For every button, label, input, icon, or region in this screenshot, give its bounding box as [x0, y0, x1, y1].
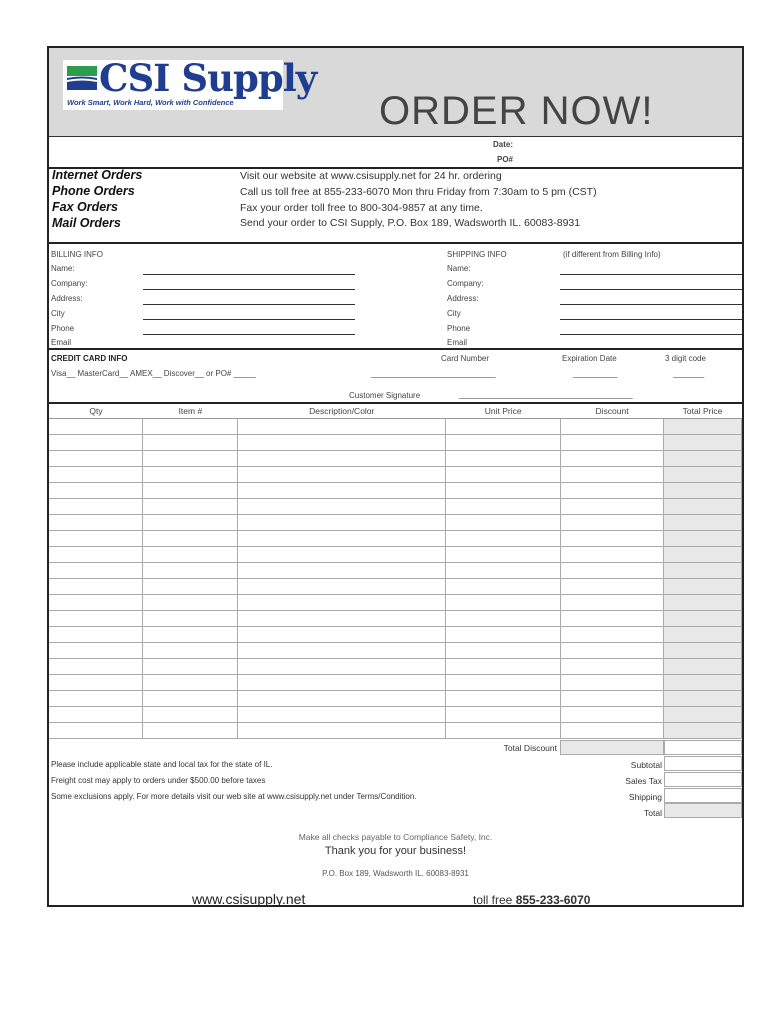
item-cell[interactable] [143, 611, 238, 627]
freight-note: Freight cost may apply to orders under $500.00 before taxes [51, 776, 266, 785]
shipping-phone-label: Phone [447, 324, 471, 333]
unit-price-cell[interactable] [446, 627, 561, 643]
table-row [49, 707, 742, 723]
qty-cell[interactable] [49, 435, 143, 451]
description-cell[interactable] [238, 483, 446, 499]
shipping-label: Shipping [628, 792, 662, 802]
total-price-cell[interactable] [664, 467, 742, 483]
description-cell[interactable] [238, 723, 446, 739]
total-price-cell[interactable] [664, 675, 742, 691]
qty-cell[interactable] [49, 531, 143, 547]
description-cell[interactable] [238, 579, 446, 595]
unit-price-cell[interactable] [446, 723, 561, 739]
unit-price-cell[interactable] [446, 675, 561, 691]
table-row [49, 595, 742, 611]
order-method-text: Visit our website at www.csisupply.net for 24 hr. ordering [240, 170, 502, 182]
description-cell[interactable] [238, 531, 446, 547]
unit-price-cell[interactable] [446, 595, 561, 611]
unit-price-cell[interactable] [446, 579, 561, 595]
total-price-cell[interactable] [664, 451, 742, 467]
exclusions-note: Some exclusions apply. For more details visit our web site at www.csisupply.net under Terms/Condition. [51, 792, 417, 801]
qty-cell[interactable] [49, 467, 143, 483]
description-cell[interactable] [238, 515, 446, 531]
discount-cell[interactable] [561, 499, 664, 515]
qty-cell[interactable] [49, 451, 143, 467]
unit-price-cell[interactable] [446, 531, 561, 547]
discount-cell[interactable] [561, 435, 664, 451]
discount-cell[interactable] [561, 515, 664, 531]
qty-cell[interactable] [49, 691, 143, 707]
discount-cell[interactable] [561, 483, 664, 499]
billing-company-field[interactable] [143, 289, 355, 290]
column-header-total-price: Total Price [664, 404, 742, 419]
order-method-text: Call us toll free at 855-233-6070 Mon thru Friday from 7:30am to 5 pm (CST) [240, 186, 597, 198]
description-cell[interactable] [238, 563, 446, 579]
shipping-address-field[interactable] [560, 304, 742, 305]
total-price-cell[interactable] [664, 627, 742, 643]
total-price-cell[interactable] [664, 595, 742, 611]
item-cell[interactable] [143, 483, 238, 499]
total-price-cell[interactable] [664, 499, 742, 515]
table-row [49, 499, 742, 515]
qty-cell[interactable] [49, 579, 143, 595]
table-row [49, 579, 742, 595]
item-cell[interactable] [143, 643, 238, 659]
item-cell[interactable] [143, 579, 238, 595]
item-cell[interactable] [143, 627, 238, 643]
qty-cell[interactable] [49, 547, 143, 563]
table-row [49, 723, 742, 739]
discount-cell[interactable] [561, 691, 664, 707]
discount-cell[interactable] [561, 643, 664, 659]
logo-tagline: Work Smart, Work Hard, Work with Confidence [67, 98, 234, 107]
expiration-label: Expiration Date [562, 354, 617, 363]
discount-cell[interactable] [561, 627, 664, 643]
description-cell[interactable] [238, 467, 446, 483]
column-header-qty: Qty [49, 404, 143, 419]
description-cell[interactable] [238, 499, 446, 515]
column-header-description: Description/Color [238, 404, 446, 419]
date-label: Date: [493, 140, 514, 149]
order-method-label: Phone Orders [52, 184, 135, 198]
description-cell[interactable] [238, 419, 446, 435]
discount-cell[interactable] [561, 451, 664, 467]
total-label: Total [644, 808, 662, 818]
shipping-company-field[interactable] [560, 289, 742, 290]
csi-supply-logo [63, 56, 317, 110]
total-price-cell[interactable] [664, 643, 742, 659]
description-cell[interactable] [238, 643, 446, 659]
table-row [49, 611, 742, 627]
total-price-cell[interactable] [664, 547, 742, 563]
qty-cell[interactable] [49, 419, 143, 435]
table-row [49, 627, 742, 643]
total-price-cell[interactable] [664, 579, 742, 595]
total-price-cell[interactable] [664, 531, 742, 547]
discount-cell[interactable] [561, 579, 664, 595]
unit-price-cell[interactable] [446, 451, 561, 467]
description-cell[interactable] [238, 451, 446, 467]
description-cell[interactable] [238, 595, 446, 611]
order-method-text: Fax your order toll free to 800-304-9857 at any time. [240, 202, 483, 214]
discount-cell[interactable] [561, 467, 664, 483]
item-cell[interactable] [143, 595, 238, 611]
total-price-cell[interactable] [664, 659, 742, 675]
table-row [49, 419, 742, 435]
qty-cell[interactable] [49, 643, 143, 659]
shipping-name-field[interactable] [560, 274, 742, 275]
shipping-phone-field[interactable] [560, 334, 742, 335]
billing-phone-label: Phone [51, 324, 75, 333]
shipping-field[interactable] [664, 788, 742, 803]
qty-cell[interactable] [49, 723, 143, 739]
table-row [49, 483, 742, 499]
credit-card-heading: CREDIT CARD INFO [51, 354, 128, 363]
item-cell[interactable] [143, 515, 238, 531]
table-row [49, 563, 742, 579]
page-title: ORDER NOW! [379, 89, 654, 133]
total-price-cell[interactable] [664, 611, 742, 627]
qty-cell[interactable] [49, 483, 143, 499]
item-cell[interactable] [143, 419, 238, 435]
discount-cell[interactable] [561, 611, 664, 627]
tax-note: Please include applicable state and local tax for the state of IL. [51, 760, 273, 769]
billing-phone-field[interactable] [143, 334, 355, 335]
discount-cell[interactable] [561, 419, 664, 435]
item-cell[interactable] [143, 691, 238, 707]
signature-field[interactable]: _______________________________________ [459, 390, 633, 399]
billing-email-label: Email [51, 338, 72, 347]
billing-city-field[interactable] [143, 319, 355, 320]
total-discount-field[interactable] [560, 740, 664, 755]
table-row [49, 643, 742, 659]
divider [49, 167, 742, 169]
total-price-cell[interactable] [664, 419, 742, 435]
item-cell[interactable] [143, 499, 238, 515]
order-method-text: Send your order to CSI Supply, P.O. Box 189, Wadsworth IL. 60083-8931 [240, 217, 581, 229]
unit-price-cell[interactable] [446, 691, 561, 707]
order-form [47, 46, 744, 907]
expiration-field[interactable]: __________ [573, 369, 618, 378]
tollfree-number: 855-233-6070 [515, 893, 591, 907]
shipping-email-label: Email [447, 338, 468, 347]
shipping-city-field[interactable] [560, 319, 742, 320]
qty-cell[interactable] [49, 499, 143, 515]
total-price-cell[interactable] [664, 707, 742, 723]
footer-website-link[interactable]: www.csisupply.net [192, 891, 306, 907]
shipping-name-label: Name: [447, 264, 471, 273]
order-method-label: Internet Orders [52, 168, 143, 182]
qty-cell[interactable] [49, 563, 143, 579]
table-row [49, 531, 742, 547]
shipping-note: (if different from Billing Info) [563, 250, 661, 259]
total-field[interactable] [664, 803, 742, 818]
table-row [49, 675, 742, 691]
item-cell[interactable] [143, 435, 238, 451]
order-method-label: Fax Orders [52, 200, 119, 214]
card-number-label: Card Number [441, 354, 490, 363]
sales-tax-field[interactable] [664, 772, 742, 787]
table-row [49, 515, 742, 531]
qty-cell[interactable] [49, 675, 143, 691]
qty-cell[interactable] [49, 627, 143, 643]
signature-label: Customer Signature [349, 391, 421, 400]
description-cell[interactable] [238, 659, 446, 675]
unit-price-cell[interactable] [446, 563, 561, 579]
shipping-company-label: Company: [447, 279, 484, 288]
sales-tax-label: Sales Tax [625, 776, 662, 786]
total-price-cell[interactable] [664, 723, 742, 739]
total-price-cell[interactable] [664, 435, 742, 451]
subtotal-label: Subtotal [630, 760, 662, 770]
unit-price-cell[interactable] [446, 547, 561, 563]
description-cell[interactable] [238, 547, 446, 563]
description-cell[interactable] [238, 691, 446, 707]
table-row [49, 467, 742, 483]
divider [49, 242, 742, 244]
item-cell[interactable] [143, 563, 238, 579]
item-cell[interactable] [143, 723, 238, 739]
description-cell[interactable] [238, 611, 446, 627]
total-price-cell[interactable] [664, 515, 742, 531]
discount-cell[interactable] [561, 659, 664, 675]
description-cell[interactable] [238, 435, 446, 451]
item-cell[interactable] [143, 451, 238, 467]
column-header-unit-price: Unit Price [446, 404, 561, 419]
total-price-cell[interactable] [664, 483, 742, 499]
unit-price-cell[interactable] [446, 707, 561, 723]
qty-cell[interactable] [49, 611, 143, 627]
unit-price-cell[interactable] [446, 483, 561, 499]
total-discount-blank [664, 740, 742, 755]
item-cell[interactable] [143, 659, 238, 675]
billing-name-label: Name: [51, 264, 75, 273]
discount-cell[interactable] [561, 531, 664, 547]
billing-city-label: City [51, 309, 65, 318]
unit-price-cell[interactable] [446, 515, 561, 531]
form-header [49, 48, 742, 137]
table-header-row [49, 404, 742, 419]
discount-cell[interactable] [561, 595, 664, 611]
discount-cell[interactable] [561, 723, 664, 739]
discount-cell[interactable] [561, 563, 664, 579]
unit-price-cell[interactable] [446, 643, 561, 659]
item-cell[interactable] [143, 531, 238, 547]
unit-price-cell[interactable] [446, 499, 561, 515]
description-cell[interactable] [238, 707, 446, 723]
item-cell[interactable] [143, 467, 238, 483]
qty-cell[interactable] [49, 595, 143, 611]
footer-address: P.O. Box 189, Wadsworth IL. 60083-8931 [322, 869, 469, 878]
shipping-address-label: Address: [447, 294, 479, 303]
logo-wave-icon [67, 66, 97, 90]
shipping-heading: SHIPPING INFO [447, 250, 507, 259]
item-cell[interactable] [143, 675, 238, 691]
billing-address-label: Address: [51, 294, 83, 303]
tollfree-label: toll free [473, 893, 513, 907]
item-cell[interactable] [143, 547, 238, 563]
table-row [49, 691, 742, 707]
order-items-table [49, 404, 742, 739]
checks-payable-note: Make all checks payable to Compliance Safety, Inc. [298, 832, 493, 842]
total-price-cell[interactable] [664, 563, 742, 579]
logo-brand: CSI Supply [99, 56, 317, 100]
table-row [49, 451, 742, 467]
code-label: 3 digit code [665, 354, 706, 363]
column-header-item: Item # [143, 404, 238, 419]
footer-tollfree [473, 893, 590, 907]
billing-company-label: Company: [51, 279, 88, 288]
qty-cell[interactable] [49, 707, 143, 723]
total-discount-label: Total Discount [503, 743, 557, 753]
card-type-options[interactable]: Visa__ MasterCard__ AMEX__ Discover__ or PO# _____ [51, 369, 256, 378]
table-row [49, 659, 742, 675]
order-method-label: Mail Orders [52, 216, 121, 230]
discount-cell[interactable] [561, 675, 664, 691]
column-header-discount: Discount [561, 404, 664, 419]
code-field[interactable]: _______ [673, 369, 705, 378]
unit-price-cell[interactable] [446, 435, 561, 451]
divider [49, 348, 742, 350]
unit-price-cell[interactable] [446, 467, 561, 483]
thank-you-note: Thank you for your business! [324, 845, 467, 857]
qty-cell[interactable] [49, 515, 143, 531]
billing-address-field[interactable] [143, 304, 355, 305]
total-price-cell[interactable] [664, 691, 742, 707]
discount-cell[interactable] [561, 707, 664, 723]
billing-name-field[interactable] [143, 274, 355, 275]
unit-price-cell[interactable] [446, 611, 561, 627]
item-cell[interactable] [143, 707, 238, 723]
billing-heading: BILLING INFO [51, 250, 104, 259]
discount-cell[interactable] [561, 547, 664, 563]
subtotal-field[interactable] [664, 756, 742, 771]
unit-price-cell[interactable] [446, 419, 561, 435]
po-label: PO# [497, 155, 514, 164]
shipping-city-label: City [447, 309, 461, 318]
unit-price-cell[interactable] [446, 659, 561, 675]
description-cell[interactable] [238, 675, 446, 691]
table-row [49, 435, 742, 451]
qty-cell[interactable] [49, 659, 143, 675]
card-number-field[interactable]: ____________________________ [371, 369, 496, 378]
table-row [49, 547, 742, 563]
description-cell[interactable] [238, 627, 446, 643]
